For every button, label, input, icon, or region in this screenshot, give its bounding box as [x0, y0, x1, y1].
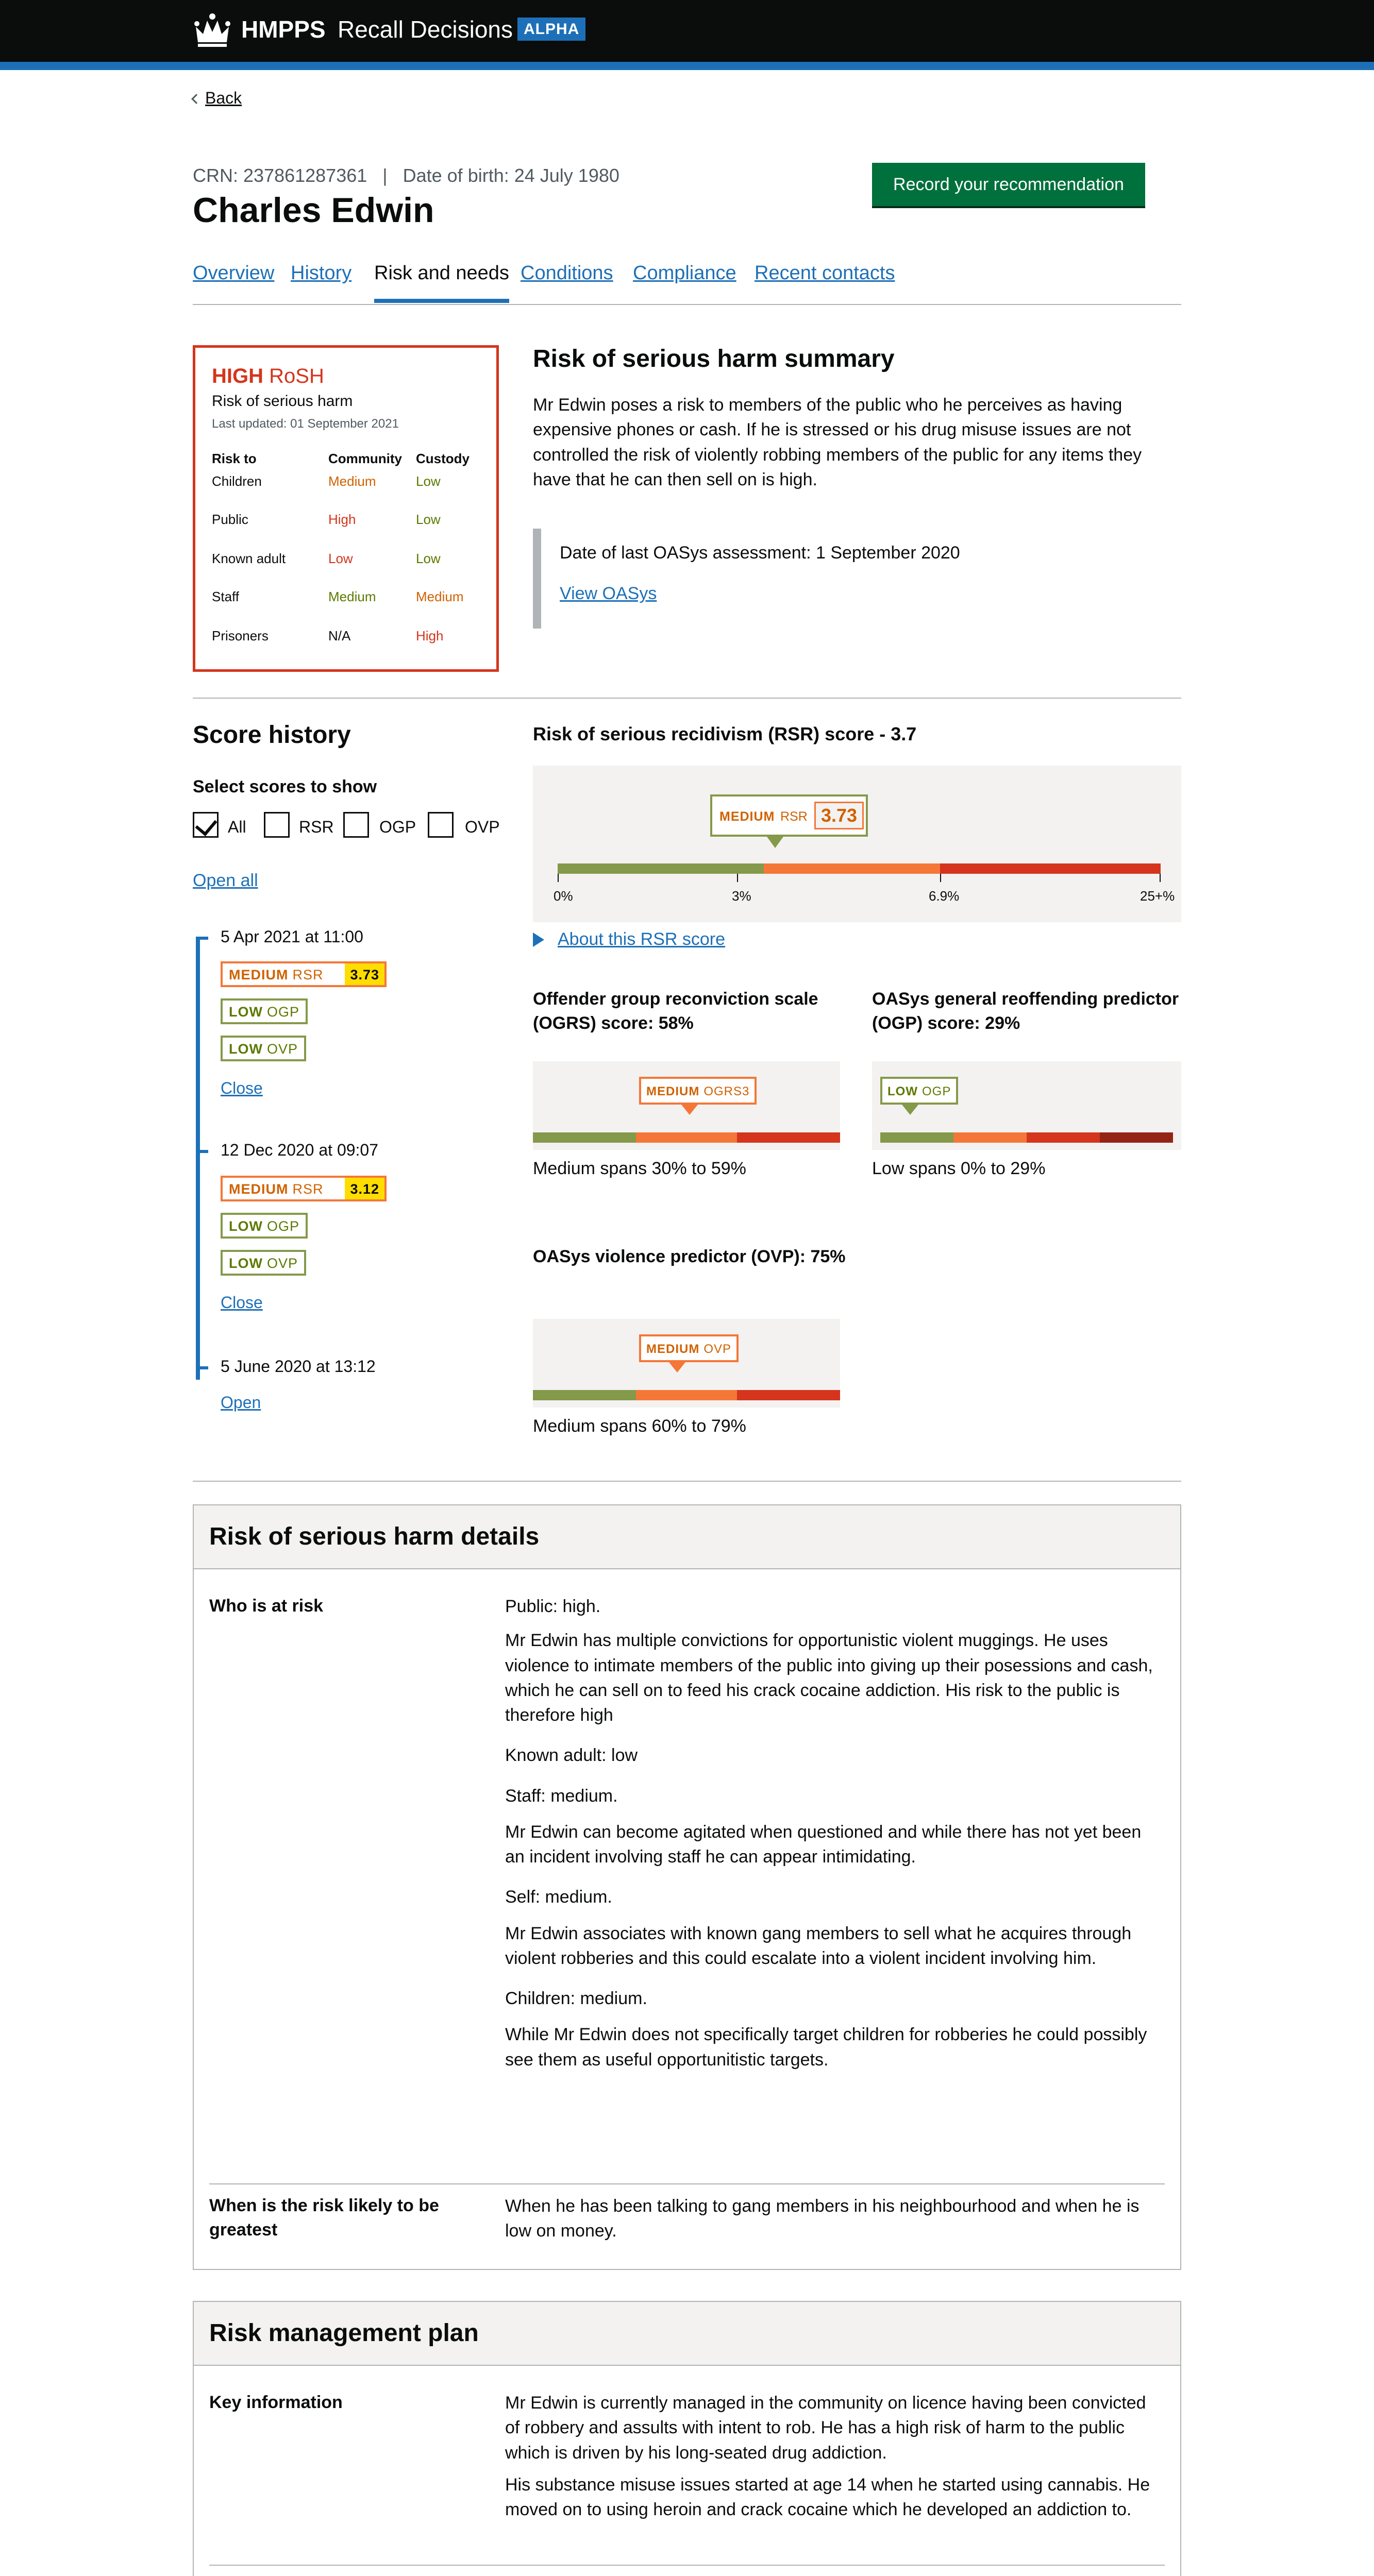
section-divider [193, 698, 1181, 699]
rsr-tick-mark [558, 874, 559, 882]
rosh-risk-to: Known adult [212, 551, 286, 566]
rsr-marker-value: 3.73 [814, 802, 864, 829]
about-rsr-details[interactable] [533, 927, 725, 952]
ogp-caption: Low spans 0% to 29% [872, 1159, 1046, 1178]
row-divider [209, 2183, 1165, 2184]
rosh-col-risk-to: Risk to [212, 451, 257, 466]
rsr-tick-mark [737, 874, 738, 882]
rosh-custody: Medium [416, 589, 464, 604]
timeline-tick [196, 1150, 208, 1153]
rsr-band-medium [764, 863, 940, 874]
record-recommendation-button[interactable]: Record your recommendation [872, 163, 1145, 206]
ovp-band-high [737, 1390, 840, 1400]
history-rsr-tag: MEDIUM RSR 3.12 [221, 1176, 387, 1201]
crown-logo-icon [193, 11, 232, 48]
open-all-link[interactable]: Open all [193, 871, 258, 890]
key-info-para: His substance misuse issues started at age 14 when he started using cannabis. He moved on to using heroin and crack cocaine which he developed an addiction to. [505, 2475, 1150, 2520]
rosh-community: High [328, 512, 356, 527]
summary-text: Mr Edwin poses a risk to members of the public who he perceives as having expensive phones or cash. If he is stressed or his drug misuse issues are not controlled the risk of violently robbing members of the public for any items they have that he can then sell on is high. [533, 395, 1142, 489]
rosh-row [212, 511, 480, 541]
who-at-risk-para: Mr Edwin can become agitated when questioned and while there has not yet been an incident involving staff he can appear intimidating. [505, 1822, 1142, 1867]
rosh-custody: High [416, 628, 444, 643]
checkbox-ovp-label: OVP [465, 818, 500, 836]
who-at-risk-para: Mr Edwin has multiple convictions for opportunistic violent muggings. He uses violence to intimate members of the public into giving up their posessions and cash, which he can sell on to feed his crack cocaine addiction. His risk to the public is therefore high [505, 1631, 1153, 1725]
key-info-para: Mr Edwin is currently managed in the community on licence having been convicted of robbery and assults with intent to rob. He has a high risk of harm to the public which is driven by his long-seated drug addiction. [505, 2393, 1146, 2463]
tab-compliance[interactable]: Compliance [633, 262, 736, 284]
oasys-inset [533, 529, 1157, 629]
hmpps-home-link[interactable]: HMPPS [241, 16, 326, 43]
summary-heading: Risk of serious harm summary [533, 345, 895, 372]
harm-details-title: Risk of serious harm details [209, 1523, 540, 1550]
who-at-risk-para: Staff: medium. [505, 1786, 618, 1806]
checkbox-all[interactable] [193, 812, 219, 838]
rsr-tick-label: 25+% [1140, 888, 1175, 904]
sub-navigation [193, 260, 1181, 305]
who-at-risk-para: Self: medium. [505, 1887, 612, 1907]
who-at-risk-para: Known adult: low [505, 1745, 638, 1766]
tab-history[interactable]: History [291, 262, 352, 284]
tab-conditions[interactable]: Conditions [521, 262, 613, 284]
plan-title: Risk management plan [209, 2319, 479, 2347]
rosh-risk-to: Children [212, 473, 262, 489]
view-oasys-link[interactable]: View OASys [560, 583, 657, 603]
rosh-community: Low [328, 551, 353, 566]
rosh-title [212, 362, 480, 391]
history-close-link[interactable]: Close [221, 1079, 263, 1097]
rosh-community: N/A [328, 628, 351, 643]
ogp-band-low [880, 1132, 953, 1143]
ogp-band-very-high [1100, 1132, 1173, 1143]
who-at-risk-value [505, 1594, 1165, 2072]
rosh-row [212, 472, 480, 503]
ogp-scale-box [872, 1061, 1181, 1150]
timeline-line [196, 937, 200, 1380]
rosh-subtitle: Risk of serious harm [212, 393, 353, 410]
history-rsr-value: 3.12 [345, 1176, 387, 1201]
back-link[interactable]: Back [205, 89, 242, 107]
history-ogp-tag: LOW OGP [221, 998, 308, 1024]
harm-details-header [194, 1505, 1180, 1569]
rsr-tick-label: 6.9% [929, 888, 960, 904]
ogrs-caption: Medium spans 30% to 59% [533, 1159, 746, 1178]
tab-risk-and-needs[interactable]: Risk and needs [374, 260, 509, 286]
ovp-caption: Medium spans 60% to 79% [533, 1416, 746, 1436]
rosh-community: Medium [328, 589, 376, 604]
ogrs-band-high [737, 1132, 840, 1143]
ovp-scale-box [533, 1319, 840, 1408]
back-link-container [193, 87, 242, 109]
risk-greatest-value: When he has been talking to gang members in his neighbourhood and when he is low on money. [505, 2196, 1140, 2241]
rosh-custody: Low [416, 512, 441, 527]
marker-pointer-icon [767, 837, 783, 848]
history-ogp-tag: LOW OGP [221, 1213, 308, 1239]
service-name-link[interactable]: Recall Decisions [338, 16, 513, 43]
ogrs-scale-box [533, 1061, 840, 1150]
person-meta: CRN: 237861287361 | Date of birth: 24 July 1980 [193, 165, 619, 186]
ogp-band-medium [953, 1132, 1027, 1143]
rsr-tick-mark [940, 874, 941, 882]
rosh-updated: Last updated: 01 September 2021 [212, 416, 399, 431]
ogrs-marker: MEDIUM OGRS3 [639, 1077, 757, 1105]
page-title: Charles Edwin [193, 191, 434, 230]
tab-recent-contacts[interactable]: Recent contacts [755, 262, 895, 284]
rosh-risk-to: Staff [212, 589, 240, 604]
ogrs-heading: Offender group reconviction scale (OGRS) score: 58% [533, 989, 818, 1033]
rosh-community: Medium [328, 473, 376, 489]
ogrs-band-medium [636, 1132, 737, 1143]
chevron-left-icon [191, 94, 202, 104]
rosh-col-custody: Custody [416, 451, 470, 466]
risk-greatest-label: When is the risk likely to be greatest [209, 2196, 439, 2240]
who-at-risk-para: Public: high. [505, 1597, 601, 1616]
rsr-tick-label: 3% [732, 888, 751, 904]
rsr-marker-label: RSR [780, 809, 808, 824]
ovp-band-medium [636, 1390, 737, 1400]
row-divider [209, 2565, 1165, 2566]
tab-overview[interactable]: Overview [193, 262, 275, 284]
marker-pointer-icon [902, 1105, 918, 1115]
ogp-marker: LOW OGP [880, 1077, 958, 1105]
timeline-date: 5 June 2020 at 13:12 [221, 1357, 376, 1376]
ovp-band-low [533, 1390, 636, 1400]
site-header [0, 0, 1374, 62]
history-ovp-tag: LOW OVP [221, 1250, 306, 1276]
rosh-row [212, 550, 480, 581]
rsr-tick-label: 0% [554, 888, 573, 904]
plan-header [194, 2302, 1180, 2366]
header-blue-bar [0, 62, 1374, 70]
phase-badge: ALPHA [517, 18, 585, 41]
who-at-risk-label: Who is at risk [209, 1596, 324, 1616]
oasys-date: Date of last OASys assessment: 1 September 2020 [560, 543, 960, 563]
timeline-date: 12 Dec 2020 at 09:07 [221, 1141, 379, 1159]
timeline-date: 5 Apr 2021 at 11:00 [221, 927, 363, 946]
history-close-link[interactable]: Close [221, 1293, 263, 1312]
ogp-band-high [1027, 1132, 1100, 1143]
key-info-value [505, 2391, 1165, 2522]
rsr-marker-level: MEDIUM [719, 809, 775, 824]
rosh-suffix: RoSH [269, 365, 324, 387]
timeline-tick [196, 937, 208, 940]
who-at-risk-para: Children: medium. [505, 1989, 647, 2009]
checkbox-rsr[interactable] [264, 812, 290, 838]
risk-management-plan-card [193, 2301, 1181, 2576]
rsr-tick-mark [1160, 874, 1161, 882]
who-at-risk-para: While Mr Edwin does not specifically target children for robberies he could possibly see them as useful opportunitistic targets. [505, 2025, 1147, 2070]
ogp-heading: OASys general reoffending predictor (OGP) score: 29% [872, 989, 1179, 1033]
rsr-band-high [940, 863, 1161, 874]
rosh-widget [193, 345, 499, 672]
checkbox-ogp[interactable] [343, 812, 369, 838]
section-divider [193, 1481, 1181, 1482]
rsr-marker [710, 794, 868, 837]
checkbox-all-label: All [228, 818, 246, 836]
history-rsr-tag: MEDIUM RSR 3.73 [221, 961, 387, 987]
score-history-heading: Score history [193, 721, 351, 749]
rosh-level: HIGH [212, 365, 263, 387]
checkbox-ogp-label: OGP [379, 818, 416, 836]
rosh-risk-to: Public [212, 512, 248, 527]
rosh-col-community: Community [328, 451, 402, 466]
marker-pointer-icon [669, 1362, 685, 1372]
checkbox-rsr-label: RSR [299, 818, 334, 836]
rsr-heading: Risk of serious recidivism (RSR) score - 3.7 [533, 723, 917, 744]
timeline-tick [196, 1366, 208, 1369]
rosh-custody: Low [416, 473, 441, 489]
about-rsr-link[interactable]: About this RSR score [533, 929, 725, 949]
rsr-band-low [558, 863, 764, 874]
ogrs-band-low [533, 1132, 636, 1143]
checkbox-ovp[interactable] [428, 812, 454, 838]
history-ovp-tag: LOW OVP [221, 1036, 306, 1061]
ovp-heading: OASys violence predictor (OVP): 75% [533, 1247, 846, 1266]
who-at-risk-para: Mr Edwin associates with known gang members to sell what he acquires through violent robberies and this could escalate into a violent incident involving him. [505, 1923, 1132, 1968]
rsr-scale-box [533, 766, 1181, 922]
rosh-row [212, 588, 480, 619]
harm-details-card [193, 1504, 1181, 2270]
rosh-custody: Low [416, 551, 441, 566]
key-info-label: Key information [209, 2393, 343, 2412]
rosh-risk-to: Prisoners [212, 628, 269, 643]
rosh-row [212, 627, 480, 658]
ovp-marker: MEDIUM OVP [639, 1334, 739, 1362]
history-open-link[interactable]: Open [221, 1393, 261, 1412]
history-rsr-value: 3.73 [345, 961, 387, 987]
select-scores-label: Select scores to show [193, 777, 377, 796]
marker-pointer-icon [681, 1105, 698, 1115]
